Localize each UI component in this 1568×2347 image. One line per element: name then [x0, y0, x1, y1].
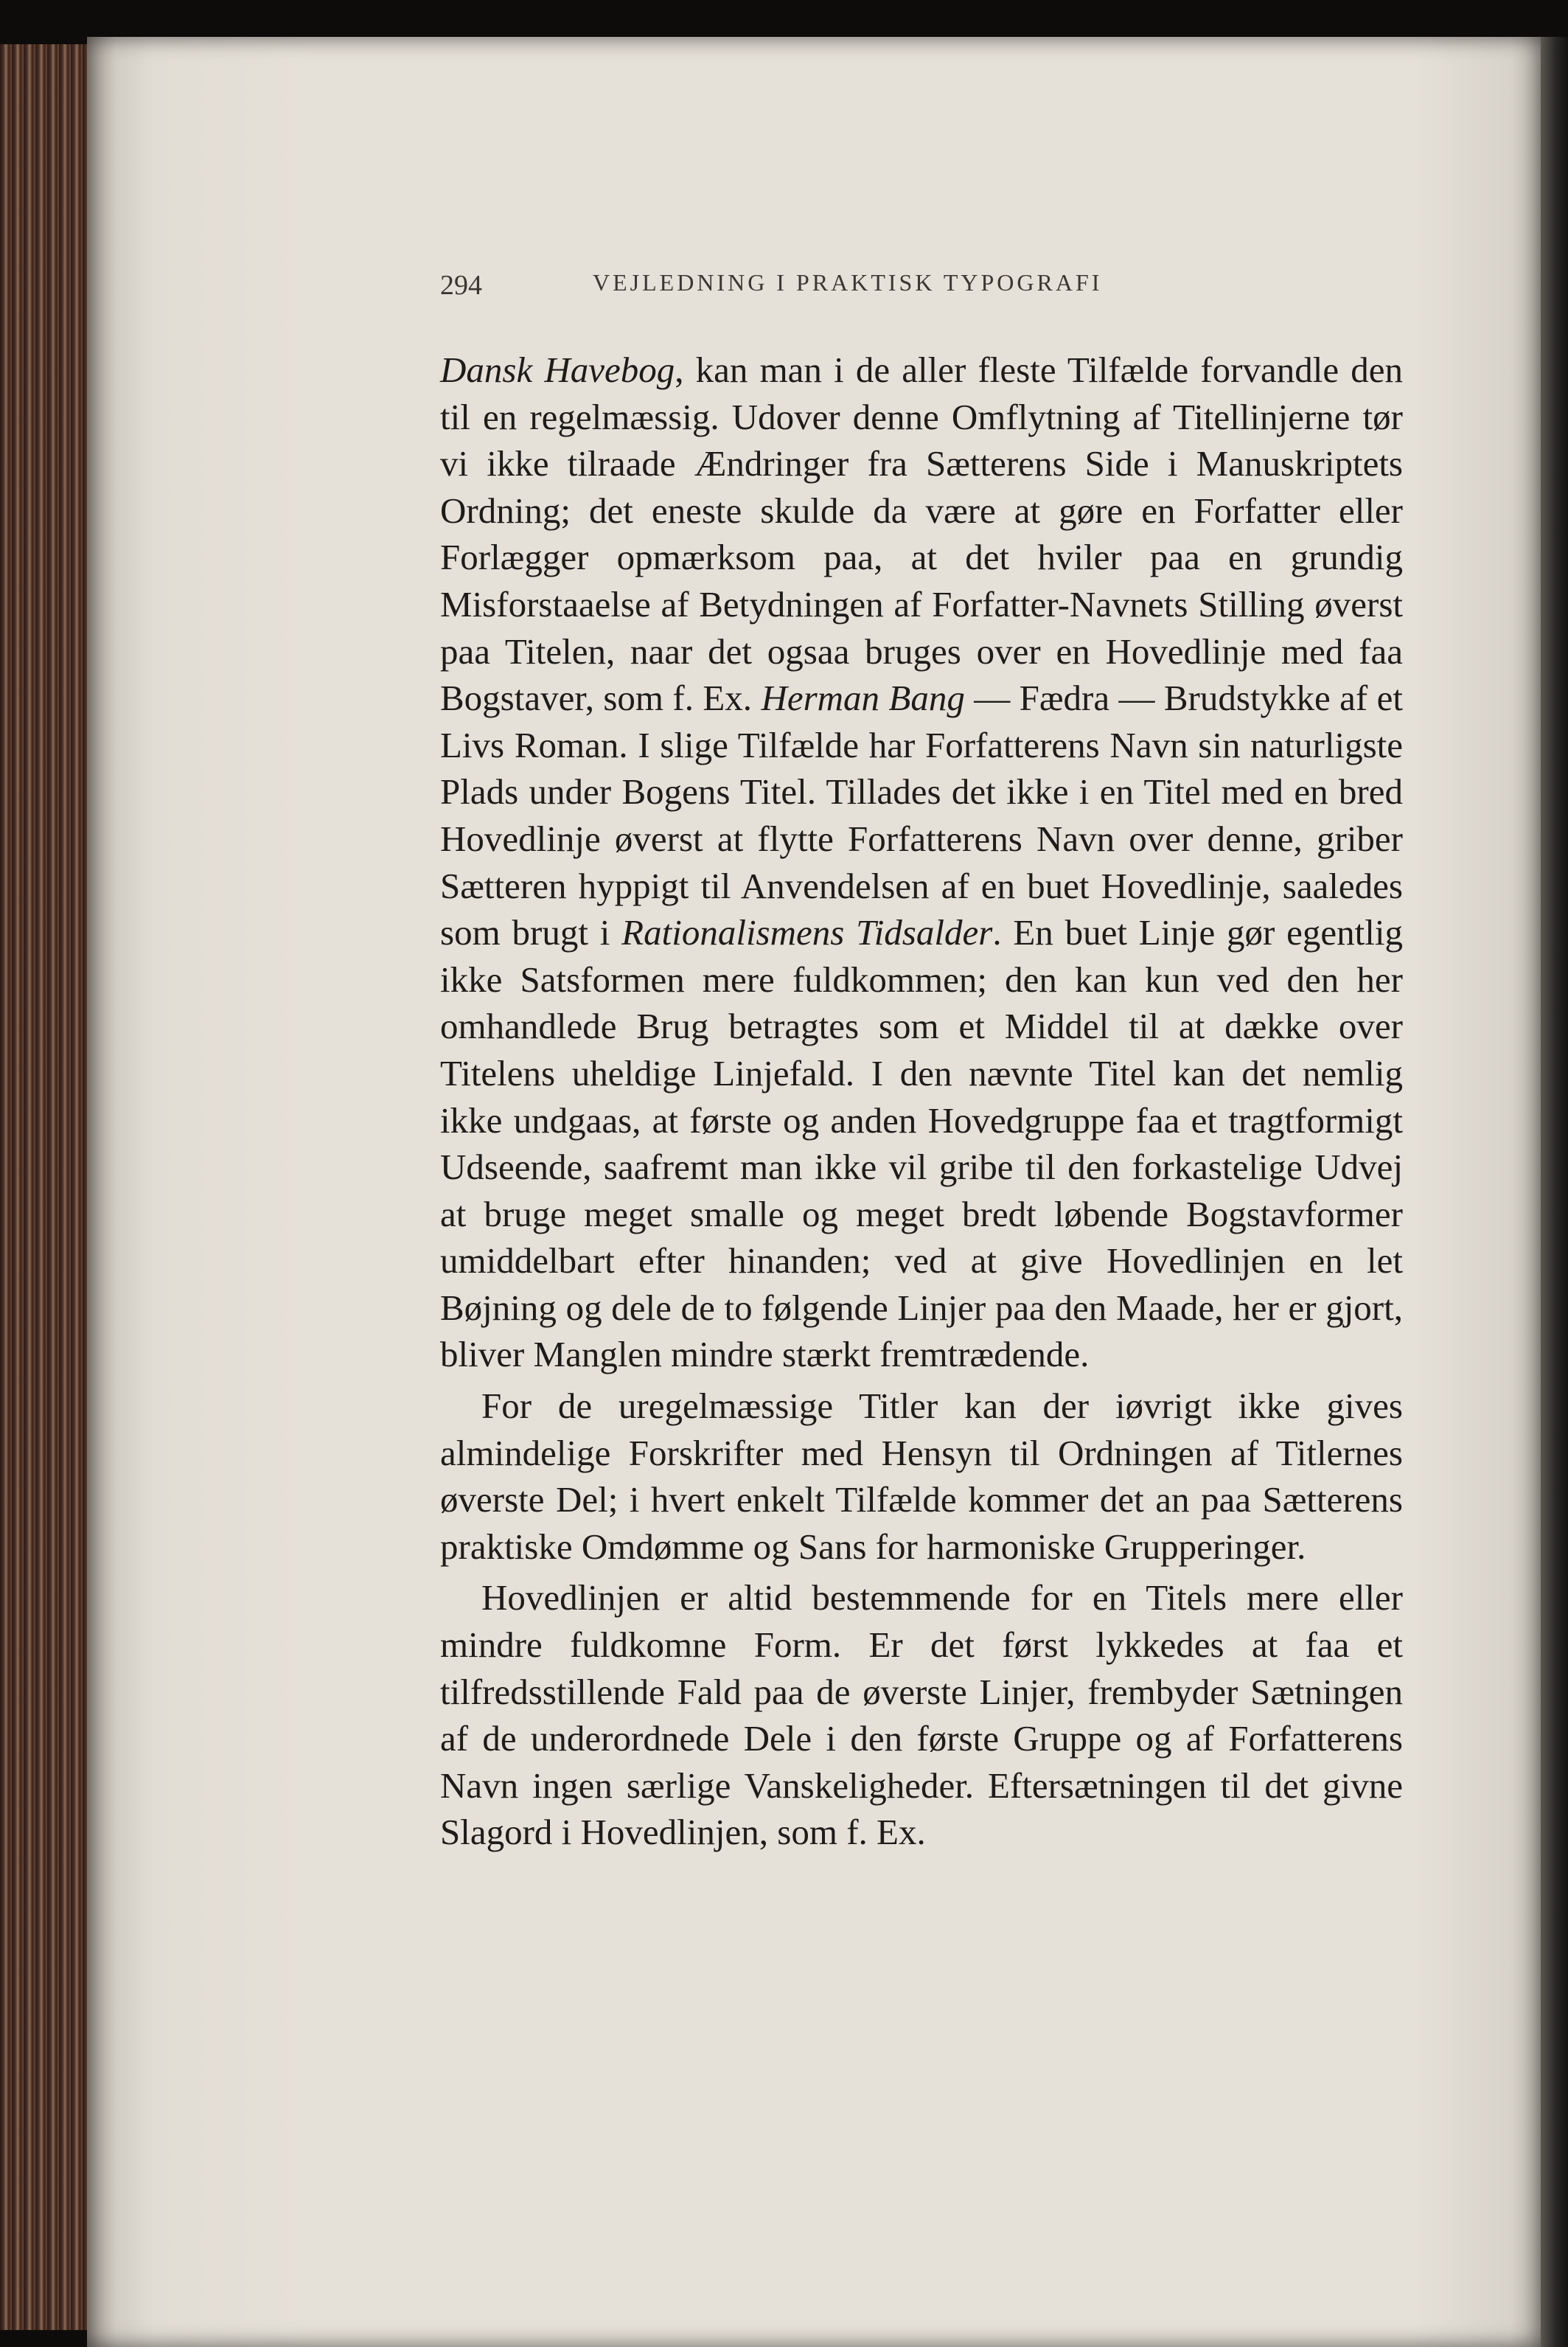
paragraph-1-text-b: — Fædra — Brudstykke af et Livs Roman. I slige Tilfælde har Forfatterens Navn sin naturligste Plads under Bogens Titel. Tillades det ikke i en Titel med en bred Hovedlinje øverst at flytte Forfatterens Navn over denne, griber Sætteren hyppigt til Anvendelsen af en buet Hovedlinje, saaledes som brugt i	[440, 678, 1403, 953]
author-name-herman-bang: Herman Bang	[761, 678, 965, 719]
paragraph-3: Hovedlinjen er altid bestemmende for en Titels mere eller mindre fuldkomne Form. Er det først lykkedes at faa et tilfredsstillende Fald paa de øverste Linjer, frembyder Sætningen af de underordnede Dele i den første Gruppe og af Forfatterens Navn ingen særlige Vanskeligheder. Eftersætningen til det givne Slagord i Hovedlinjen, som f. Ex.	[440, 1577, 1403, 1853]
body-text	[440, 347, 1403, 1856]
page-number: 294	[440, 270, 482, 301]
paragraph-1	[440, 347, 1403, 1378]
paragraph-2: For de uregelmæssige Titler kan der iøvrigt ikke gives almindelige Forskrifter med Hensyn til Ordningen af Titlernes øverste Del; i hvert enkelt Tilfælde kommer det an paa Sætterens praktiske Omdømme og Sans for harmoniske Grupperinger.	[440, 1385, 1403, 1567]
running-head: VEJLEDNING I PRAKTISK TYPOGRAFI	[593, 269, 1103, 296]
paragraph-1-text-c: . En buet Linje gør egentlig ikke Satsformen mere fuldkommen; den kan kun ved den her omhandlede Brug betragtes som et Middel til at dække over Titelens uheldige Linjefald. I den nævnte Titel kan det nemlig ikke undgaas, at første og anden Hovedgruppe faa et tragtformigt Udseende, saafremt man ikke vil gribe til den forkastelige Udvej at bruge meget smalle og meget bredt løbende Bogstavformer umiddelbart efter hinanden; ved at give Hovedlinjen en let Bøjning og dele de to følgende Linjer paa den Maade, her er gjort, bliver Manglen mindre stærkt fremtrædende.	[440, 912, 1403, 1375]
book-right-edge	[1541, 37, 1568, 2347]
book-page-edges	[0, 44, 88, 2330]
book-title-rationalismens-tidsalder: Rationalismens Tidsalder	[621, 912, 993, 953]
paragraph-1-text-a: , kan man i de aller fleste Tilfælde forvandle den til en regelmæssig. Udover denne Omflytning af Titellinjerne tør vi ikke tilraade Ændringer fra Sætterens Side i Manuskriptets Ordning; det eneste skulde da være at gøre en Forfatter eller Forlægger opmærksom paa, at det hviler paa en grundig Misforstaaelse af Betydningen af Forfatter-Navnets Stilling øverst paa Titelen, naar det ogsaa bruges over en Hovedlinje med faa Bogstaver, som f. Ex.	[440, 350, 1403, 719]
book-title-dansk-havebog: Dansk Havebog	[440, 350, 675, 390]
